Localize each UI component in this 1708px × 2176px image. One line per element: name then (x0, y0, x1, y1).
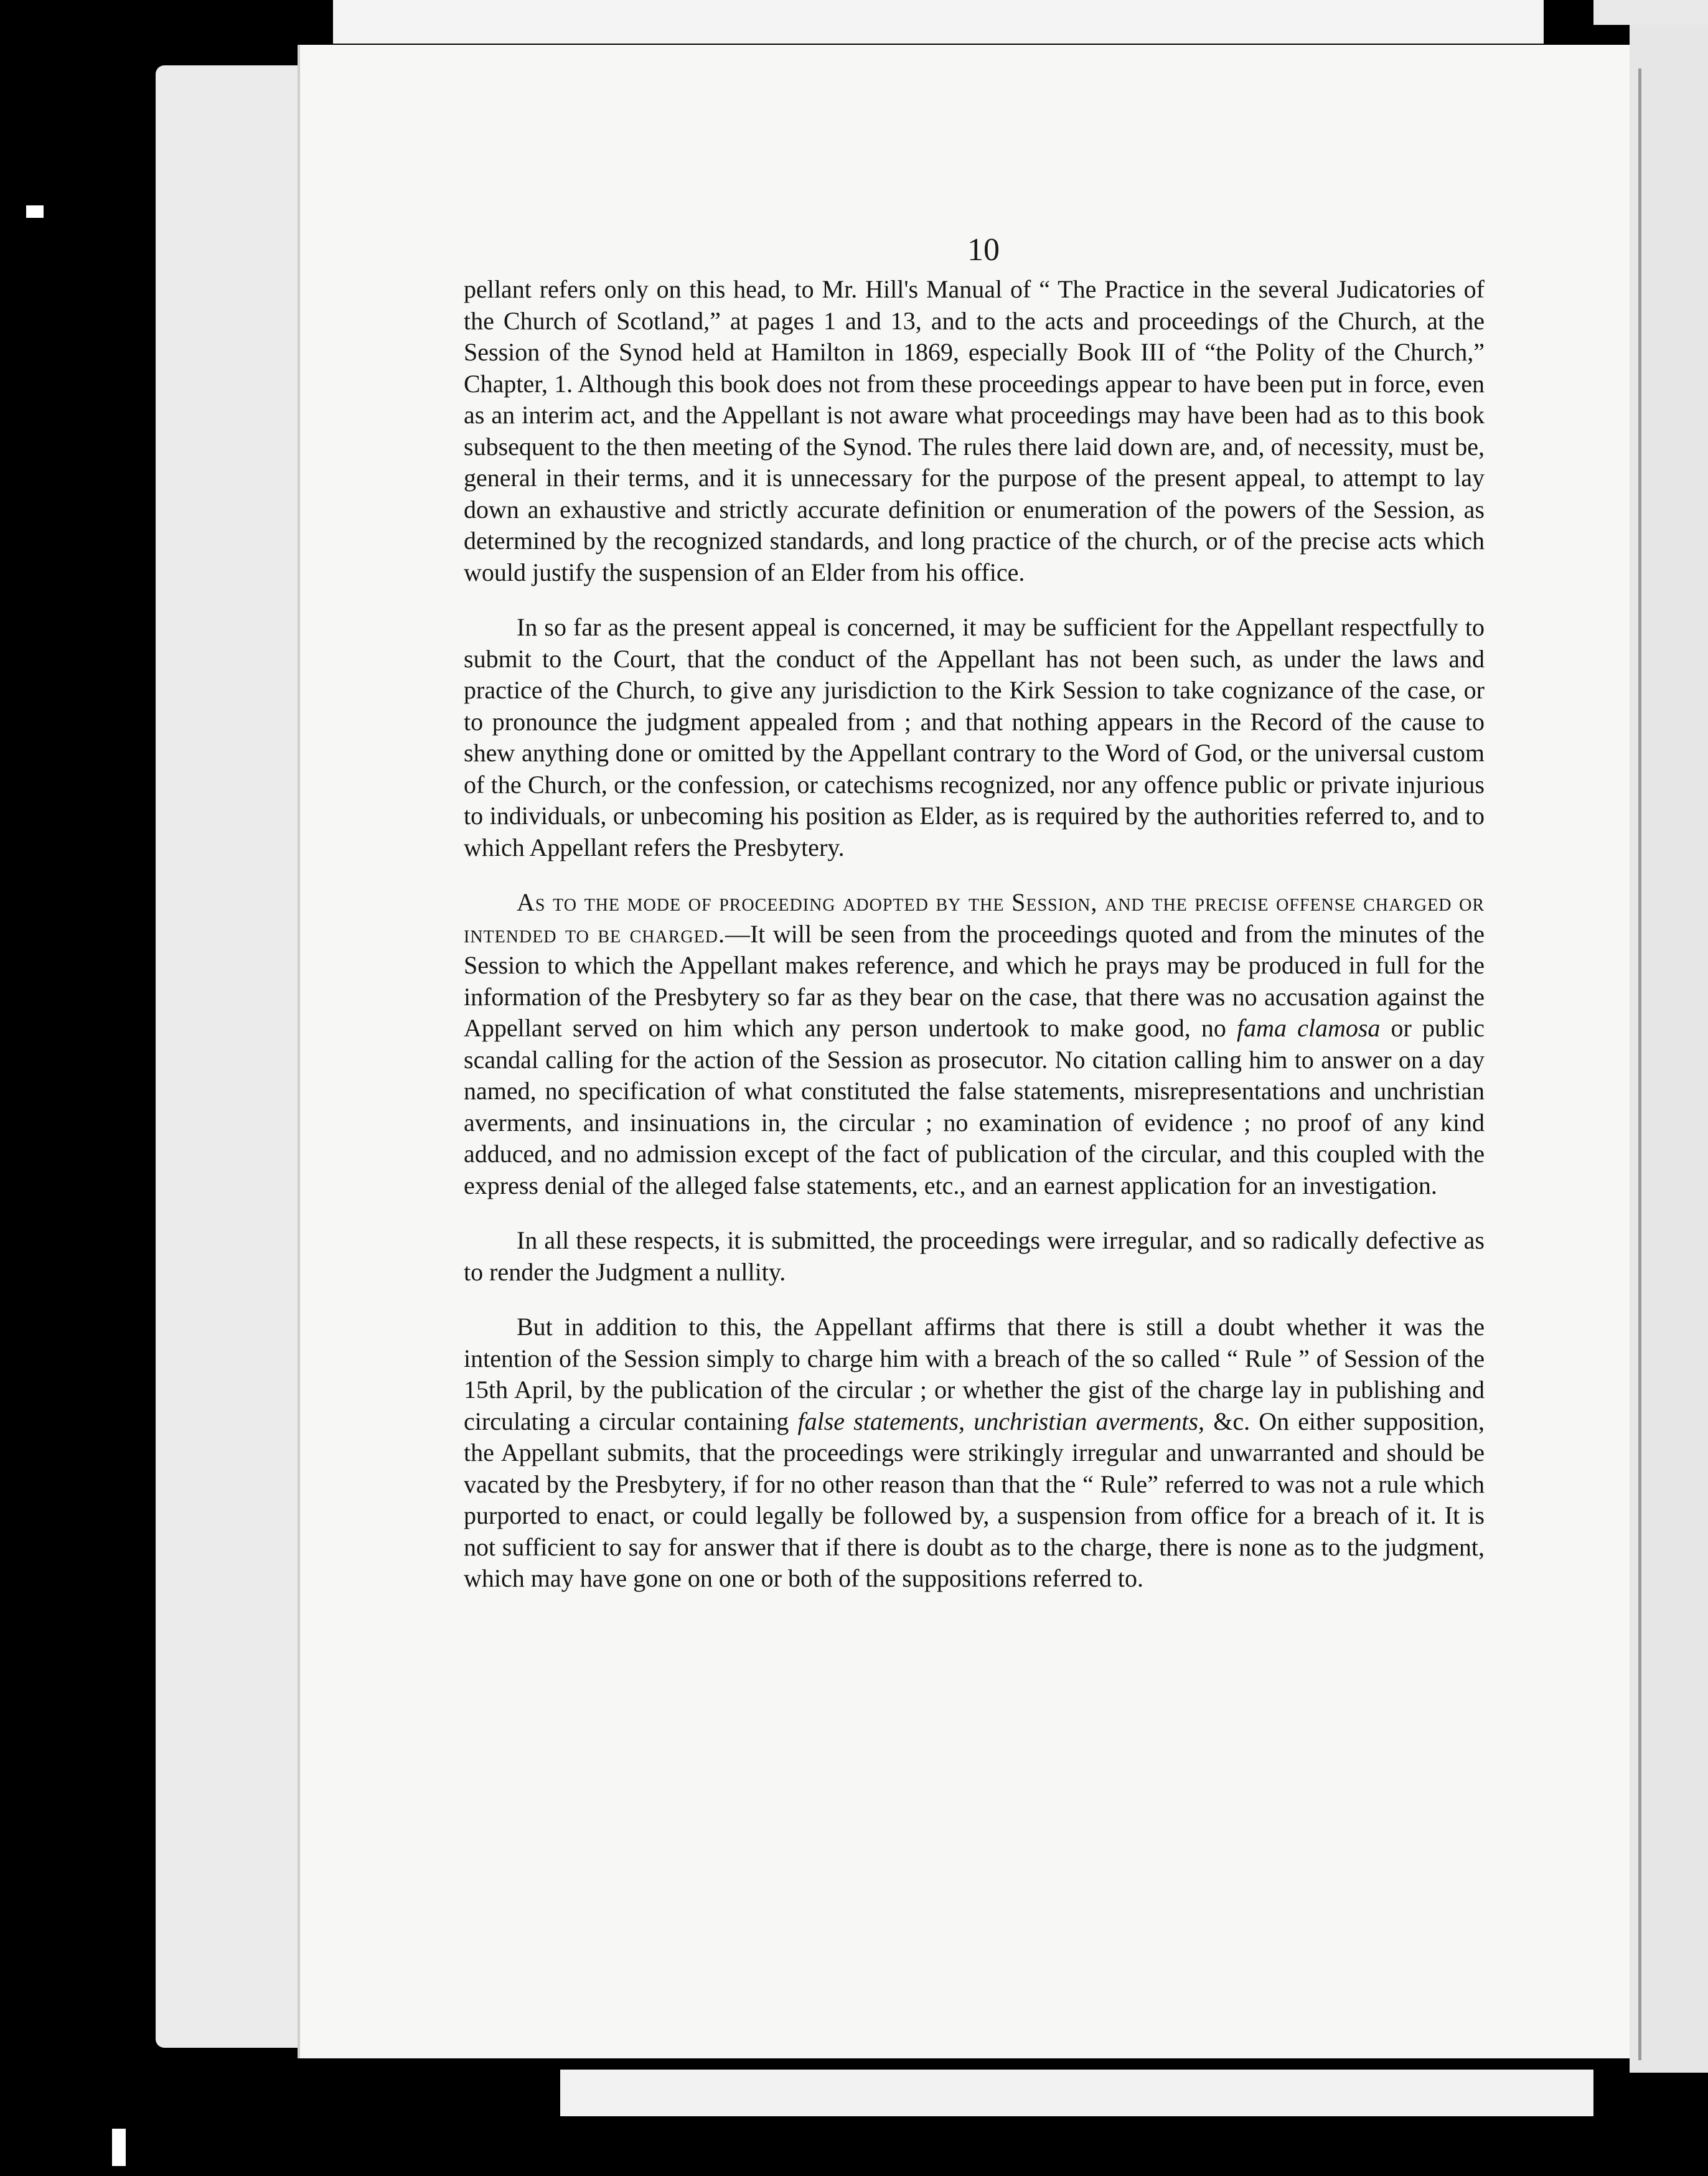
paragraph-3 (464, 887, 1485, 1201)
page-edge-line (1638, 68, 1641, 2060)
paragraph-5-text-b: &c. On either supposition, the Appellant submits, that the proceedings were strikingly irregular and unwarranted and should be vacated by the Presbytery, if for no other reason than that the “ Rule” referred to was not a rule which purported to enact, or could legally be followed by, a suspension from office for a breach of it. It is not sufficient to say for answer that if there is doubt as to the charge, there is none as to the judgment, which may have gone on one or both of the suppositions referred to. (464, 1407, 1485, 1592)
paragraph-5 (464, 1311, 1485, 1595)
scan-speck (26, 205, 44, 218)
paragraph-3-fama-clamosa: fama clamosa (1236, 1014, 1381, 1042)
paragraph-4: In all these respects, it is submitted, the proceedings were irregular, and so radically defective as to render the Judgment a nullity. (464, 1226, 1485, 1286)
scan-top-strip-right (1593, 0, 1708, 25)
scan-top-strip (333, 0, 1544, 44)
paragraph-2: In so far as the present appeal is concerned, it may be sufficient for the Appellant respectfully to submit to the Court, that the conduct of the Appellant has not been such, as under the laws and practice of the Church, to give any jurisdiction to the Kirk Session to take cognizance of the case, or to pronounce the judgment appealed from ; and that nothing appears in the Record of the cause to shew anything done or omitted by the Appellant contrary to the Word of God, or the universal custom of the Church, or the confession, or catechisms recognized, nor any offence public or private injurious to individuals, or unbecoming his position as Elder, as is required by the authorities referred to, and to which Appellant refers the Presbytery. (464, 613, 1485, 861)
paragraph-3-text-a: —It will be seen from the proceedings quoted and from the minutes of the Session to which the Appellant makes reference, and which he prays may be produced in full for the information of the Presbytery so far as they bear on the case, that there was no accusation against the Appellant served on him which any person undertook to make good, no (464, 919, 1485, 1042)
paragraph-1: pellant refers only on this head, to Mr. Hill's Manual of “ The Practice in the several Judicatories of the Church of Scotland,” at pages 1 and 13, and to the acts and proceedings of the Church, at the Session of the Synod held at Hamilton in 1869, especially Book III of “the Polity of the Church,” Chapter, 1. Although this book does not from these proceedings appear to have been put in force, even as an interim act, and the Appellant is not aware what proceedings may have been had as to this book subsequent to the then meeting of the Synod. The rules there laid down are, and, of necessity, must be, general in their terms, and it is unnecessary for the purpose of the present appeal, to attempt to lay down an exhaustive and strictly accurate definition or enumeration of the powers of the Session, as determined by the recognized standards, and long practice of the church, or of the precise acts which would justify the suspension of an Elder from his office. (464, 275, 1485, 586)
paragraph-5-italic: false statements, unchristian averments, (797, 1407, 1205, 1435)
paragraph-3-text-b: or public scandal calling for the action of the Session as prosecutor. No citation calling him to answer on a day named, no specification of what constituted the false statements, misrepresentations and unchristian averments, and insinuations in, the circular ; no examination of evidence ; no proof of any kind adduced, and no admission except of the fact of publication of the circular, and this coupled with the express denial of the alleged false statements, etc., and an earnest application for an investigation. (464, 1014, 1485, 1199)
page-number: 10 (967, 232, 1000, 268)
paragraph-5-text-a: But in addition to this, the Appellant affirms that there is still a doubt whether it was the intention of the Session simply to charge him with a breach of the so called “ Rule ” of Session of the 15th April, by the publication of the circular ; or whether the gist of the charge lay in publishing and circulating a circular containing (464, 1313, 1485, 1435)
scan-speck (112, 2129, 126, 2166)
section-heading: As to the mode of proceeding adopted by the Session, and the precise offense charged or intended to be charged. (464, 888, 1485, 948)
document-body (464, 274, 1485, 1618)
scan-bottom-strip (560, 2070, 1593, 2116)
